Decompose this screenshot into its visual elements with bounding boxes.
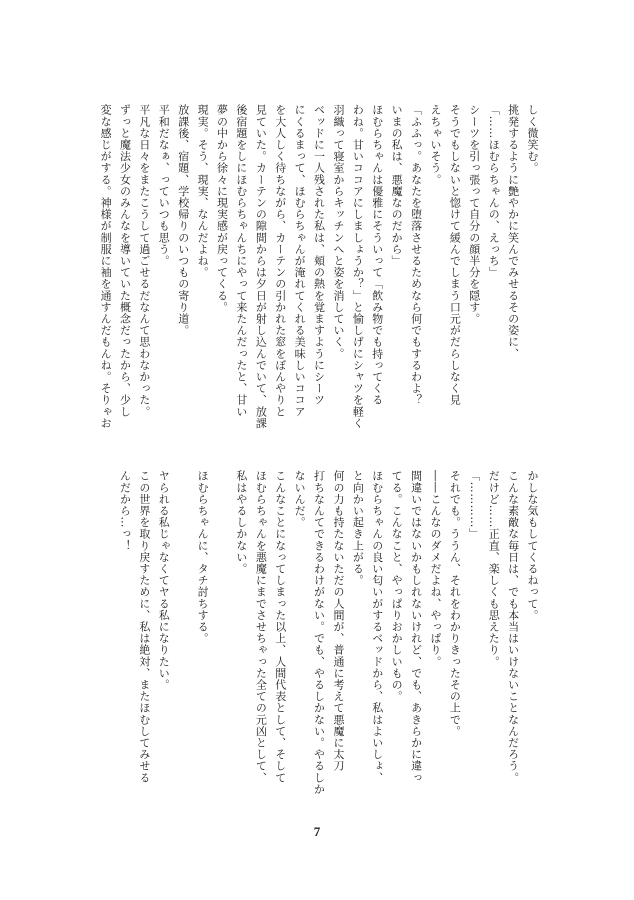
text-line: ヤられる私じゃなくてヤる私になりたい。 xyxy=(157,470,171,691)
blank-line xyxy=(212,470,231,830)
text-line: この世界を取り戻すために、私は絶対、またほむしてみせる xyxy=(137,470,151,784)
text-line: ――こんなのダメだよね、やっぱり。 xyxy=(428,470,442,668)
text-line: にくるまって、ほむらちゃんが淹れてくれる美味しいココア xyxy=(293,104,307,418)
text-line: 間違いではないかもしれないけれど、でも、あきらかに違っ xyxy=(409,470,423,784)
text-line: ほむらちゃんを悪魔にまでさせちゃった全ての元凶として、 xyxy=(254,470,268,784)
text-line: 後宿題をしにほむらちゃんちにやって来たんだったと、甘い xyxy=(234,104,248,418)
page-number: 7 xyxy=(313,824,321,839)
text-line: シーツを引っ張って自分の顔半分を隠す。 xyxy=(467,104,481,325)
text-line: 何の力も持たないただの人間が、普通に考えて悪魔に太刀 xyxy=(331,470,345,772)
upper-text-block xyxy=(87,104,542,464)
text-line: しく微笑む。 xyxy=(526,104,539,174)
text-line: 現実。そう、現実、なんだよね。 xyxy=(196,104,210,278)
text-line: だけど……正直、楽しくも思えたり。 xyxy=(487,470,501,668)
blank-line xyxy=(173,470,192,830)
text-line: 平凡な日々をまたこうして過ごせるだなんて思わなかった。 xyxy=(137,104,151,418)
text-line: 夢の中から徐々に現実感が戻ってくる。 xyxy=(215,104,229,313)
text-line: 「…………」 xyxy=(467,470,481,540)
text-line: ないんだ。 xyxy=(293,470,307,528)
text-line: ずっと魔法少女のみんなを導いていた概念だったから、少し xyxy=(118,104,132,418)
text-line: ほむらちゃんの良い匂いがするベッドから、私はよいしょ、 xyxy=(370,470,384,784)
text-line: を大人しく待ちながら、カーテンの引かれた窓をぼんやりと xyxy=(273,104,287,418)
text-line: 「ふふっ。あなたを堕落させるためなら何でもするわよ？ xyxy=(409,104,423,406)
text-line: かしな気もしてくるねって。 xyxy=(526,470,539,621)
text-line: こんな素敵な毎日は、でも本当はいけないことなんだろう。 xyxy=(506,470,520,784)
text-line: えちゃいそう。 xyxy=(428,104,442,186)
text-line: わね。甘いココアにしましょうか？」と愉しげにシャツを軽く xyxy=(351,104,365,429)
text-line: 見ていた。カーテンの隙間からは夕日が射し込んでいて、放課 xyxy=(254,104,268,429)
text-line: 挑発するように艶やかに笑んでみせるその姿に、 xyxy=(506,104,520,360)
text-line: と向かい起き上がる。 xyxy=(351,470,365,586)
text-line: いまの私は、悪魔なのだから」 xyxy=(390,104,404,267)
text-line: 平和だなぁ、っていつも思う。 xyxy=(157,104,171,267)
text-line: てる。こんなこと、やっぱりおかしいもの。 xyxy=(390,470,404,702)
text-line: 私はやるしかない。 xyxy=(234,470,248,575)
text-line: 打ちなんてできるわけがない。でも、やるしかない。やるしか xyxy=(312,470,326,795)
lower-text-block xyxy=(87,470,542,830)
text-line: それでも。ううん、それをわかりきったその上で。 xyxy=(448,470,462,737)
text-line: そうでもしないと惚けて緩んでしまう口元がだらしなく見 xyxy=(448,104,462,406)
text-line: こんなことになってしまった以上、人間代表として、そして xyxy=(273,470,287,784)
text-line: ほむらちゃんに、タチ討ちする。 xyxy=(196,470,210,644)
text-line: 「……ほむらちゃんの、えっち」 xyxy=(487,104,501,278)
text-line: んだから…っ！ xyxy=(118,470,132,552)
text-line: 羽織って寝室からキッチンへと姿を消していく。 xyxy=(331,104,345,360)
text-line: ベッドに一人残された私は、頬の熱を覚ますようにシーツ xyxy=(312,104,326,406)
text-line: 変な感じがする。神様が制服に袖を通すんだもんね。そりゃお xyxy=(99,104,113,429)
text-line: 放課後、宿題、学校帰りのいつもの寄り道。 xyxy=(176,104,190,336)
text-line: ほむらちゃんは優雅にそういって「飲み物でも持ってくる xyxy=(370,104,384,406)
